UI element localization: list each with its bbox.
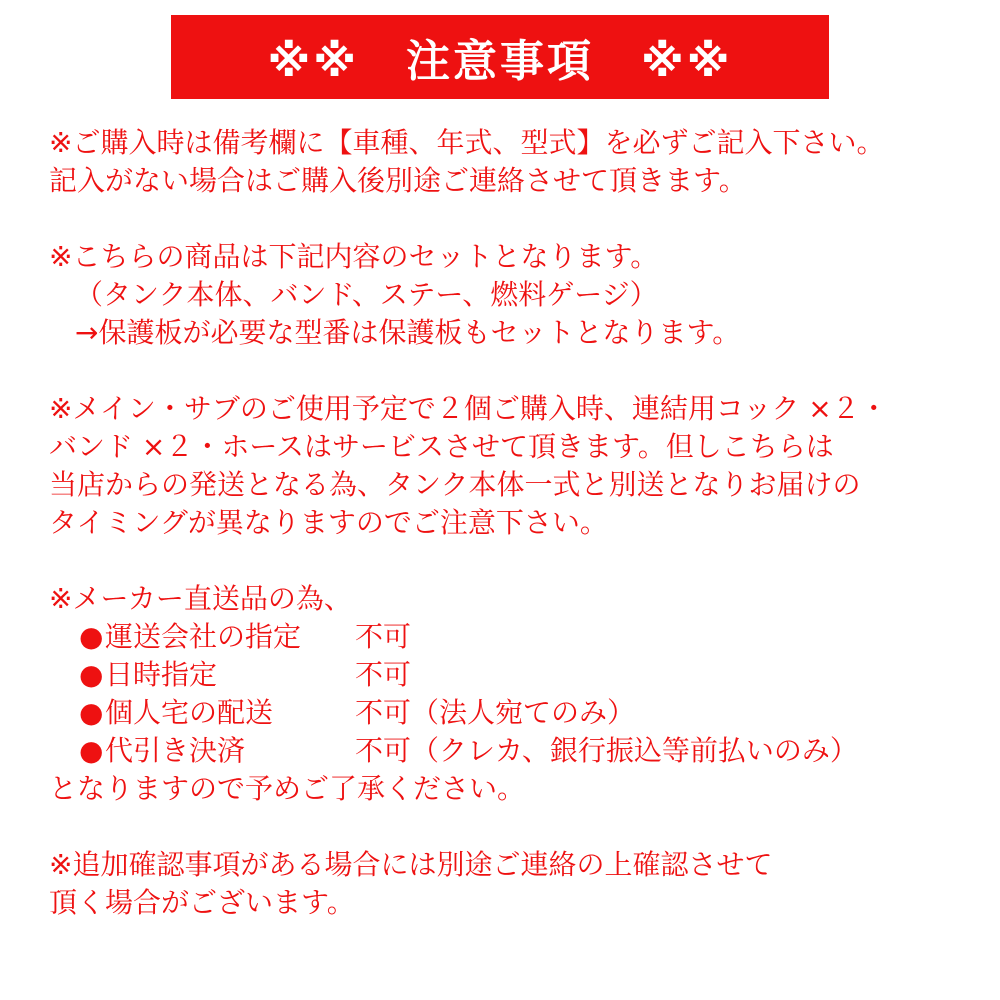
section-additional-check	[49, 846, 989, 922]
restriction-status: 不可	[355, 620, 412, 653]
direct-shipping-outro: となりますので予めご了承ください。	[49, 772, 526, 805]
restriction-item	[49, 732, 989, 770]
order-note-line-2: 記入がない場合はご購入後別途ご連絡させて頂きます。	[49, 164, 747, 197]
restriction-label: 代引き決済	[105, 734, 246, 767]
double-purchase-line-2: バンド ×２・ホースはサービスさせて頂きます。但しこちらは	[49, 430, 834, 463]
section-double-purchase	[49, 390, 989, 542]
restriction-item	[49, 656, 989, 694]
restriction-label: 個人宅の配送	[105, 696, 274, 729]
bullet-icon: ●	[79, 658, 104, 691]
bullet-icon: ●	[79, 734, 104, 767]
double-purchase-line-4: タイミングが異なりますのでご注意下さい。	[49, 506, 608, 539]
notice-banner	[171, 15, 829, 99]
spacer	[49, 808, 989, 846]
additional-check-line-1: ※追加確認事項がある場合には別途ご連絡の上確認させて	[49, 848, 773, 881]
spacer	[49, 200, 989, 238]
restriction-item	[49, 618, 989, 656]
set-contents-line-2: （タンク本体、バンド、ステー、燃料ゲージ）	[75, 278, 658, 311]
additional-check-line-2: 頂く場合がございます。	[49, 886, 355, 919]
banner-title: ※※ 注意事項 ※※	[267, 36, 733, 87]
bullet-icon: ●	[79, 620, 104, 653]
double-purchase-line-3: 当店からの発送となる為、タンク本体一式と別送となりお届けの	[49, 468, 861, 501]
restriction-status: 不可（法人宛てのみ）	[355, 696, 636, 729]
section-set-contents	[49, 238, 989, 352]
notice-content	[49, 124, 989, 922]
section-order-note	[49, 124, 989, 200]
set-contents-line-3: →保護板が必要な型番は保護板もセットとなります。	[75, 316, 741, 349]
restriction-label: 運送会社の指定	[105, 620, 302, 653]
restriction-item	[49, 694, 989, 732]
bullet-icon: ●	[79, 696, 104, 729]
direct-shipping-intro: ※メーカー直送品の為、	[49, 582, 352, 615]
double-purchase-line-1: ※メイン・サブのご使用予定で２個ご購入時、連結用コック ×２・	[49, 392, 888, 425]
order-note-line-1: ※ご購入時は備考欄に【車種、年式、型式】を必ずご記入下さい。	[49, 126, 885, 159]
restriction-status: 不可（クレカ、銀行振込等前払いのみ）	[355, 734, 858, 767]
restriction-label: 日時指定	[105, 658, 218, 691]
spacer	[49, 542, 989, 580]
restriction-status: 不可	[355, 658, 412, 691]
spacer	[49, 352, 989, 390]
section-direct-shipping	[49, 580, 989, 808]
set-contents-line-1: ※こちらの商品は下記内容のセットとなります。	[49, 240, 659, 273]
